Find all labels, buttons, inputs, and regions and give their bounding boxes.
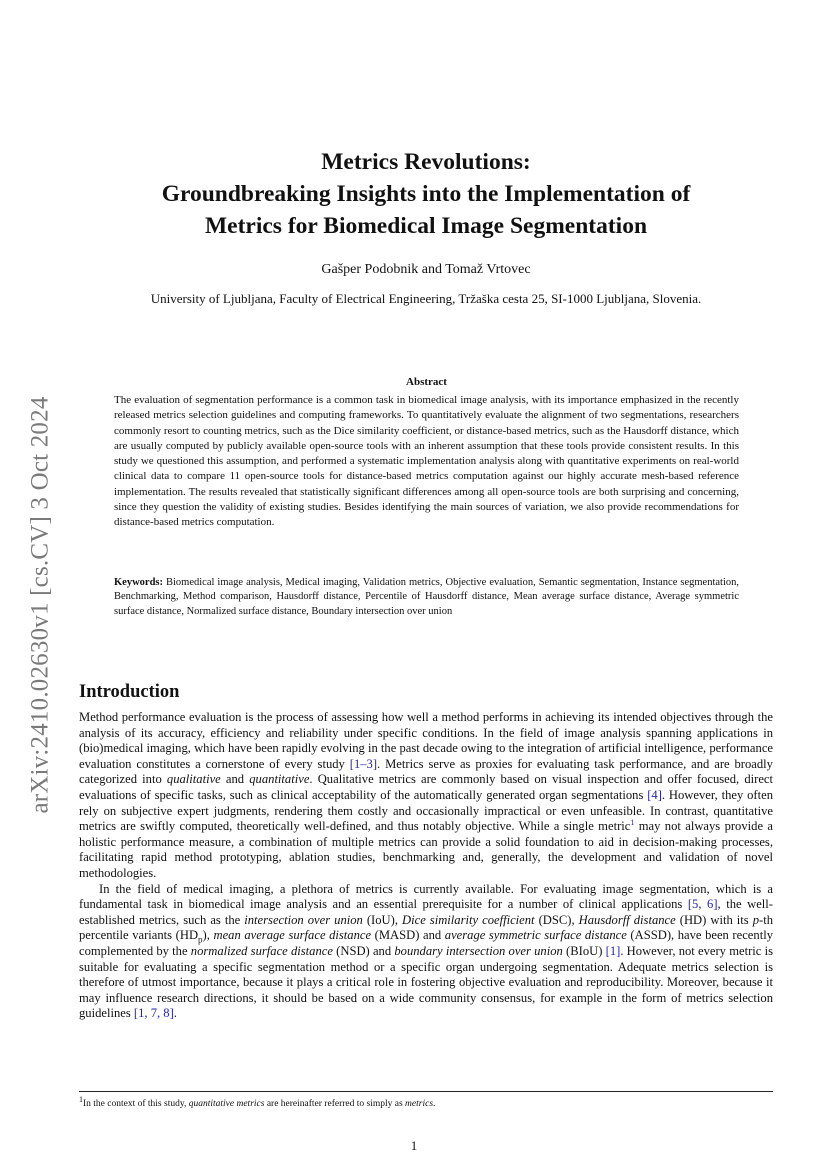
- abstract-text: The evaluation of segmentation performance is a common task in biomedical image analysis, with its importance emphasized in the recently released metrics selection guidelines and computing frameworks. To quantitatively evaluate the alignment of two segmentations, researchers commonly resort to counting metrics, such as the Dice similarity coefficient, or distance-based metrics, such as the Hausdorff distance, which are usually computed by publicly available open-source tools with an inherent assumption that these tools provide consistent results. In this study we questioned this assumption, and performed a systematic implementation analysis along with quantitative experiments on real-world clinical data to compare 11 open-source tools for distance-based metrics computation against our highly accurate mesh-based reference implementation. The results revealed that statistically significant differences among all open-source tools are both surprising and concerning, since they question the validity of existing studies. Besides identifying the main sources of variation, we also provide recommendations for distance-based metrics computation.: [114, 394, 739, 529]
- affiliation: University of Ljubljana, Faculty of Electrical Engineering, Tržaška cesta 25, SI-1000 Ljubljana, Slovenia.: [150, 291, 702, 306]
- citation-link[interactable]: [1, 7, 8]: [133, 1006, 174, 1021]
- subscript: p: [198, 934, 203, 945]
- abstract-heading: Abstract: [406, 376, 447, 388]
- introduction-body: [79, 710, 773, 1022]
- text-run: (IoU),: [362, 912, 403, 927]
- emphasis: intersection over union: [244, 912, 363, 927]
- page-number: 1: [410, 1138, 418, 1153]
- title-line-3: Metrics for Biomedical Image Segmentation: [204, 213, 648, 239]
- paper-title: [70, 146, 782, 242]
- emphasis: boundary intersection over union: [394, 943, 563, 958]
- text-run: (BIoU): [562, 943, 606, 958]
- emphasis: p: [752, 912, 759, 927]
- text-run: Method performance evaluation is the process of assessing how well a method performs in achieving its intended objectives through the analysis of its accuracy, efficiency and reliability under specific conditions. In the field of image analysis spanning applications in (bio)medical imaging, which have been rapidly evolving in the past decade owing to the integration of artificial intelligence, performance evaluation constitutes a cornerstone of every study: [79, 710, 773, 771]
- text-run: may not always provide a holistic performance measure, a combination of multiple metrics can provide a solid foundation to aid in decision-making processes, facilitating rapid method prototyping, ablation studies, benchmarking and, generally, the development and validation of novel methodologies.: [79, 819, 773, 880]
- text-run: .: [433, 1099, 436, 1109]
- emphasis: normalized surface distance: [190, 943, 333, 958]
- footnote-mark: 1: [79, 1094, 83, 1104]
- text-run: , the well-established metrics, such as the: [79, 897, 774, 927]
- keywords-text: Biomedical image analysis, Medical imaging, Validation metrics, Objective evaluation, Semantic segmentation, Instance segmentation, Benchmarking, Method comparison, Hausdorff distance, Percentile of Hausdorff distance, Mean average surface distance, Average symmetric surface distance, Normalized surface distance, Boundary intersection over union: [114, 577, 740, 617]
- citation-link[interactable]: [4]: [647, 787, 662, 802]
- text-run: . However, not every metric is suitable for evaluating a specific segmentation method or a specific organ undergoing segmentation. Adequate metrics selection is therefore of utmost importance, because it plays a critical role in fostering objective evaluation and reproducibility. Moreover, because it may influence research directions, it should be based on a wide community consensus, for example in the form of metrics selection guidelines: [79, 943, 773, 1021]
- text-run: -th percentile variants (HD: [79, 912, 773, 943]
- title-line-1: Metrics Revolutions:: [321, 149, 531, 175]
- text-run: . Qualitative metrics are commonly based on visual inspection and offer focused, direct evaluations of specific tasks, such as clinical acceptability of the automatically generated organ segmentations: [79, 772, 774, 802]
- text-run: . Metrics serve as proxies for evaluating task performance, and are broadly categorized into: [79, 756, 773, 787]
- text-run: (MASD) and: [371, 928, 445, 943]
- footnote: [79, 1094, 773, 1109]
- text-run: and: [220, 772, 250, 787]
- keywords: [114, 576, 739, 619]
- emphasis: qualitative: [166, 772, 221, 787]
- emphasis: quantitative: [249, 772, 310, 787]
- keywords-label: Keywords:: [114, 577, 163, 588]
- intro-paragraph-2: [79, 882, 773, 1022]
- intro-paragraph-1: [79, 710, 773, 882]
- emphasis: Hausdorff distance: [578, 912, 676, 927]
- emphasis: average symmetric surface distance: [444, 928, 627, 943]
- arxiv-stamp: [20, 370, 62, 840]
- citation-link[interactable]: [5, 6]: [687, 897, 718, 912]
- section-heading-introduction: Introduction: [79, 682, 180, 702]
- text-run: .: [173, 1006, 177, 1021]
- emphasis: mean average surface distance: [213, 928, 372, 943]
- text-run: . However, they often rely on subjective expert judgments, rendering them costly and occasionally impractical or even unfeasible. In contrast, quantitative metrics are swiftly computed, theoretically well-defined, and thus notably objective. While a single metric: [79, 787, 773, 834]
- emphasis: metrics: [405, 1099, 434, 1109]
- text-run: In the field of medical imaging, a plethora of metrics is currently available. For evaluating image segmentation, which is a fundamental task in biomedical image analysis and an essential prerequisite for a number of clinical applications: [79, 881, 773, 912]
- arxiv-identifier: arXiv:2410.02630v1 [cs.CV] 3 Oct 2024: [27, 396, 55, 814]
- text-run: are hereinafter referred to simply as: [264, 1099, 406, 1109]
- footnote-marker[interactable]: 1: [630, 817, 635, 827]
- authors: Gašper Podobnik and Tomaž Vrtovec: [321, 262, 531, 277]
- text-run: (NSD) and: [332, 943, 395, 958]
- text-run: (DSC),: [534, 912, 579, 927]
- footnote-divider: [79, 1091, 773, 1092]
- citation-link[interactable]: [1–3]: [349, 756, 378, 771]
- emphasis: Dice similarity coefficient: [402, 912, 535, 927]
- text-run: (HD) with its: [675, 912, 753, 927]
- text-run: In the context of this study,: [83, 1099, 189, 1109]
- text-run: (ASSD), have been recently complemented by the: [79, 928, 773, 958]
- title-line-2: Groundbreaking Insights into the Implementation of: [161, 181, 691, 207]
- citation-link[interactable]: [1]: [605, 943, 621, 958]
- text-run: ),: [202, 928, 214, 943]
- emphasis: quantitative metrics: [188, 1099, 265, 1109]
